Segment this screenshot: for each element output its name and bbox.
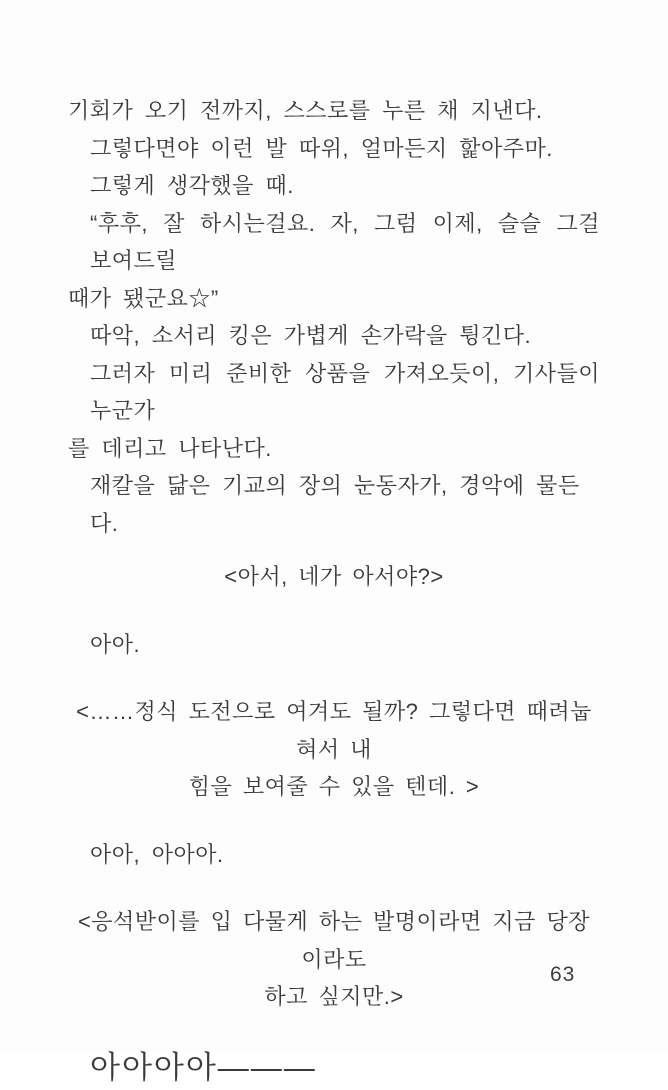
paragraph-telepathy: [68, 558, 600, 596]
text-line: 아아.: [90, 631, 141, 657]
paragraph-shout: [68, 1046, 600, 1090]
text-line: 그러자 미리 준비한 상품을 가져오듯이, 기사들이 누군가: [90, 360, 600, 423]
text-line: 따악, 소서리 킹은 가볍게 손가락을 튕긴다.: [90, 323, 532, 348]
text-line: <응석받이를 입 다물게 하는 발명이라면 지금 당장이라도: [77, 909, 591, 972]
paragraph-body: [68, 467, 600, 542]
paragraph-body: [68, 626, 600, 664]
text-line: 그렇게 생각했을 때.: [90, 173, 294, 198]
text-line: 아아, 아아아.: [90, 841, 224, 867]
text-line: 하고 싶지만.>: [264, 984, 404, 1009]
text-line: 힘을 보여줄 수 있을 텐데. >: [188, 774, 480, 799]
text-line: 아아아아———: [90, 1049, 317, 1085]
text-line: <……정식 도전으로 여겨도 될까? 그렇다면 때려눕혀서 내: [76, 699, 592, 762]
text-line: “후후, 잘 하시는걸요. 자, 그럼 이제, 슬슬 그걸 보여드릴: [90, 210, 600, 273]
paragraph-telepathy: [68, 903, 600, 1016]
paragraph-body: [68, 205, 600, 318]
paragraph-body: [68, 92, 600, 130]
paragraph-body: [68, 355, 600, 468]
text-line: 때가 됐군요☆”: [68, 285, 219, 311]
page-content: [68, 92, 600, 1090]
page-number: 63: [550, 963, 576, 986]
text-line: 기회가 오기 전까지, 스스로를 누른 채 지낸다.: [68, 98, 543, 123]
paragraph-body: [68, 167, 600, 205]
text-line: <아서, 네가 아서야?>: [224, 564, 444, 589]
text-line: 그렇다면야 이런 발 따위, 얼마든지 핥아주마.: [90, 135, 553, 161]
text-line: 를 데리고 나타난다.: [68, 435, 272, 461]
text-line: 재칼을 닮은 기교의 장의 눈동자가, 경악에 물든다.: [90, 473, 580, 536]
paragraph-body: [68, 836, 600, 874]
paragraph-body: [68, 317, 600, 355]
paragraph-telepathy: [68, 693, 600, 806]
paragraph-body: [68, 130, 600, 168]
